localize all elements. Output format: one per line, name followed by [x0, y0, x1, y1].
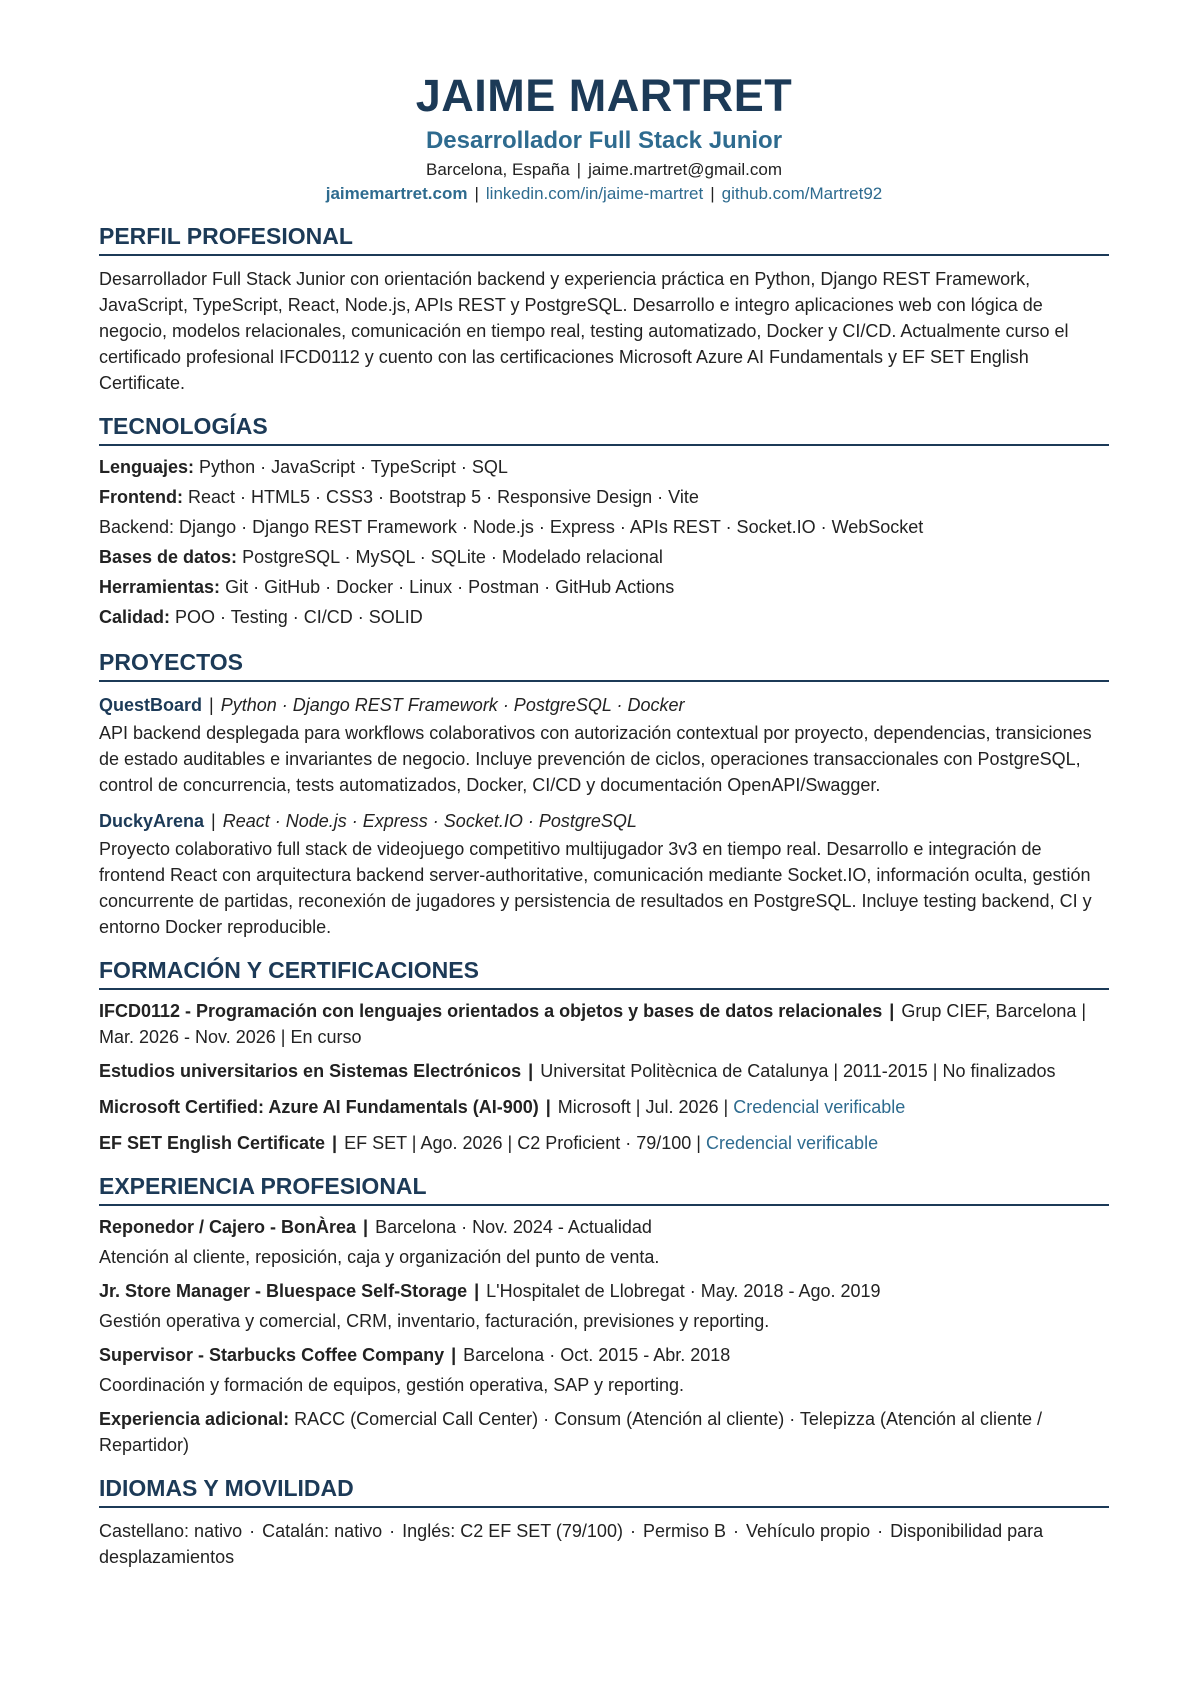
separator: |	[889, 1001, 895, 1021]
education-details: Universitat Politècnica de Catalunya | 2011-2015 | No finalizados	[540, 1061, 1056, 1081]
candidate-name: JAIME MARTRET	[415, 70, 793, 121]
section-title: PERFIL PROFESIONAL	[99, 222, 1109, 256]
links-line	[99, 182, 1109, 206]
credential-link[interactable]: Credencial verificable	[733, 1097, 906, 1117]
languages-section	[99, 1474, 1109, 1570]
project-tech: React · Node.js · Express · Socket.IO · PostgreSQL	[222, 811, 637, 831]
project-description: Proyecto colaborativo full stack de videojuego competitivo multijugador 3v3 en tiempo real. Desarrollo e integración de frontend React con arquitectura backend server-authoritative, comunicación mediante Socket.IO, información oculta, gestión concurrente de partidas, reconexión de jugadores y persistencia de resultados en PostgreSQL. Incluye testing backend, CI y entorno Docker reproducible.	[99, 839, 1092, 937]
linkedin-link[interactable]: linkedin.com/in/jaime-martret	[485, 184, 704, 203]
github-link[interactable]: github.com/Martret92	[721, 184, 883, 203]
education-name: EF SET English Certificate	[99, 1133, 326, 1153]
project-tech: Python · Django REST Framework · PostgreSQL · Docker	[220, 695, 685, 715]
separator: |	[451, 1345, 457, 1365]
experience-meta: Barcelona · Oct. 2015 - Abr. 2018	[463, 1345, 731, 1365]
tech-row	[99, 482, 1109, 512]
candidate-role: Desarrollador Full Stack Junior	[425, 127, 783, 154]
education-name: IFCD0112 - Programación con lenguajes orientados a objetos y bases de datos relacionales	[99, 1001, 883, 1021]
additional-label: Experiencia adicional:	[99, 1409, 290, 1429]
tech-section	[99, 412, 1109, 632]
experience-item	[99, 1214, 1109, 1270]
separator: |	[710, 184, 715, 203]
experience-meta: Barcelona · Nov. 2024 - Actualidad	[375, 1217, 652, 1237]
experience-role: Jr. Store Manager - Bluespace Self-Storage	[99, 1281, 468, 1301]
tech-row	[99, 572, 1109, 602]
additional-text: RACC (Comercial Call Center) · Consum (Atención al cliente) · Telepizza (Atención al cliente / Repartidor)	[99, 1409, 1043, 1455]
experience-meta: L'Hospitalet de Llobregat · May. 2018 - Ago. 2019	[486, 1281, 881, 1301]
project-item	[99, 808, 1109, 940]
tech-label: Calidad:	[99, 607, 171, 627]
tech-label: Herramientas:	[99, 577, 221, 597]
profile-section	[99, 222, 1109, 396]
section-title: PROYECTOS	[99, 648, 1109, 682]
education-details: Microsoft | Jul. 2026 |	[557, 1097, 729, 1117]
dot-separator: ·	[732, 1521, 739, 1541]
separator: |	[332, 1133, 338, 1153]
mobility-item: Vehículo propio	[745, 1521, 871, 1541]
website-link[interactable]: jaimemartret.com	[325, 184, 468, 203]
tech-items: Python · JavaScript · TypeScript · SQL	[199, 457, 508, 477]
experience-description: Atención al cliente, reposición, caja y organización del punto de venta.	[99, 1247, 660, 1267]
tech-items: React · HTML5 · CSS3 · Bootstrap 5 · Responsive Design · Vite	[188, 487, 699, 507]
section-title: FORMACIÓN Y CERTIFICACIONES	[99, 956, 1109, 990]
project-item	[99, 692, 1109, 798]
experience-header	[99, 1342, 1109, 1368]
separator: |	[528, 1061, 534, 1081]
project-header	[99, 808, 1109, 834]
language-item: Catalán: nativo	[262, 1521, 383, 1541]
tech-items: Git · GitHub · Docker · Linux · Postman · GitHub Actions	[225, 577, 675, 597]
separator: |	[576, 160, 582, 179]
experience-role: Supervisor - Starbucks Coffee Company	[99, 1345, 445, 1365]
tech-row	[99, 452, 1109, 482]
experience-item	[99, 1278, 1109, 1334]
dot-separator: ·	[877, 1521, 884, 1541]
experience-description: Coordinación y formación de equipos, gestión operativa, SAP y reporting.	[99, 1375, 685, 1395]
project-name: DuckyArena	[99, 811, 205, 831]
tech-label: Lenguajes:	[99, 457, 195, 477]
education-section	[99, 956, 1109, 1156]
experience-header	[99, 1278, 1109, 1304]
tech-row	[99, 602, 1109, 632]
tech-items: PostgreSQL · MySQL · SQLite · Modelado relacional	[242, 547, 663, 567]
language-item: Inglés: C2 EF SET (79/100)	[402, 1521, 623, 1541]
experience-role: Reponedor / Cajero - BonÀrea	[99, 1217, 357, 1237]
tech-items: POO · Testing · CI/CD · SOLID	[175, 607, 423, 627]
tech-row	[99, 542, 1109, 572]
additional-experience	[99, 1406, 1109, 1458]
experience-header	[99, 1214, 1109, 1240]
separator: |	[474, 1281, 480, 1301]
education-item	[99, 1094, 1109, 1120]
dot-separator: ·	[629, 1521, 636, 1541]
mobility-item: Disponibilidad para desplazamientos	[99, 1521, 1044, 1567]
education-item	[99, 1130, 1109, 1156]
project-description: API backend desplegada para workflows colaborativos con autorización contextual por proyecto, dependencias, transiciones de estado auditables e invariantes de negocio. Incluye prevención de ciclos, operaciones transaccionales con PostgreSQL, control de concurrencia, tests automatizados, Docker, CI/CD y documentación OpenAPI/Swagger.	[99, 723, 1092, 795]
language-item: Castellano: nativo	[99, 1521, 243, 1541]
project-name: QuestBoard	[99, 695, 203, 715]
project-header	[99, 692, 1109, 718]
experience-description: Gestión operativa y comercial, CRM, inventario, facturación, previsiones y reporting.	[99, 1311, 770, 1331]
section-title: IDIOMAS Y MOVILIDAD	[99, 1474, 1109, 1508]
section-title: TECNOLOGÍAS	[99, 412, 1109, 446]
separator: |	[209, 695, 214, 715]
section-title: EXPERIENCIA PROFESIONAL	[99, 1172, 1109, 1206]
separator: |	[474, 184, 479, 203]
mobility-item: Permiso B	[642, 1521, 726, 1541]
tech-label: Bases de datos:	[99, 547, 238, 567]
education-name: Estudios universitarios en Sistemas Electrónicos	[99, 1061, 522, 1081]
tech-row	[99, 512, 1109, 542]
education-name: Microsoft Certified: Azure AI Fundamentals (AI-900)	[99, 1097, 539, 1117]
location: Barcelona, España	[426, 160, 570, 179]
experience-section	[99, 1172, 1109, 1458]
dot-separator: ·	[389, 1521, 396, 1541]
separator: |	[545, 1097, 551, 1117]
contact-line	[99, 158, 1109, 182]
tech-list	[99, 452, 1109, 632]
education-details: EF SET | Ago. 2026 | C2 Proficient · 79/100 |	[344, 1133, 701, 1153]
cv-content	[99, 70, 1109, 1570]
separator: |	[363, 1217, 369, 1237]
email: jaime.martret@gmail.com	[588, 160, 782, 179]
dot-separator: ·	[249, 1521, 256, 1541]
languages-list	[99, 1518, 1109, 1570]
profile-text: Desarrollador Full Stack Junior con orientación backend y experiencia práctica en Python, Django REST Framework, JavaScript, TypeScript, React, Node.js, APIs REST y PostgreSQL. Desarrollo e integro aplicaciones web con lógica de negocio, modelos relacionales, comunicación en tiempo real, testing automatizado, Docker y CI/CD. Actualmente curso el certificado profesional IFCD0112 y cuento con las certificaciones Microsoft Azure AI Fundamentals y EF SET English Certificate.	[99, 269, 1069, 393]
experience-item	[99, 1342, 1109, 1398]
credential-link[interactable]: Credencial verificable	[706, 1133, 879, 1153]
tech-items: Backend: Django · Django REST Framework · Node.js · Express · APIs REST · Socket.IO · WebSocket	[99, 517, 924, 537]
projects-section	[99, 648, 1109, 940]
education-item	[99, 998, 1109, 1050]
education-details: Grup CIEF, Barcelona | Mar. 2026 - Nov. 2026 | En curso	[99, 1001, 1087, 1047]
separator: |	[211, 811, 216, 831]
tech-label: Frontend:	[99, 487, 183, 507]
education-item	[99, 1058, 1109, 1084]
